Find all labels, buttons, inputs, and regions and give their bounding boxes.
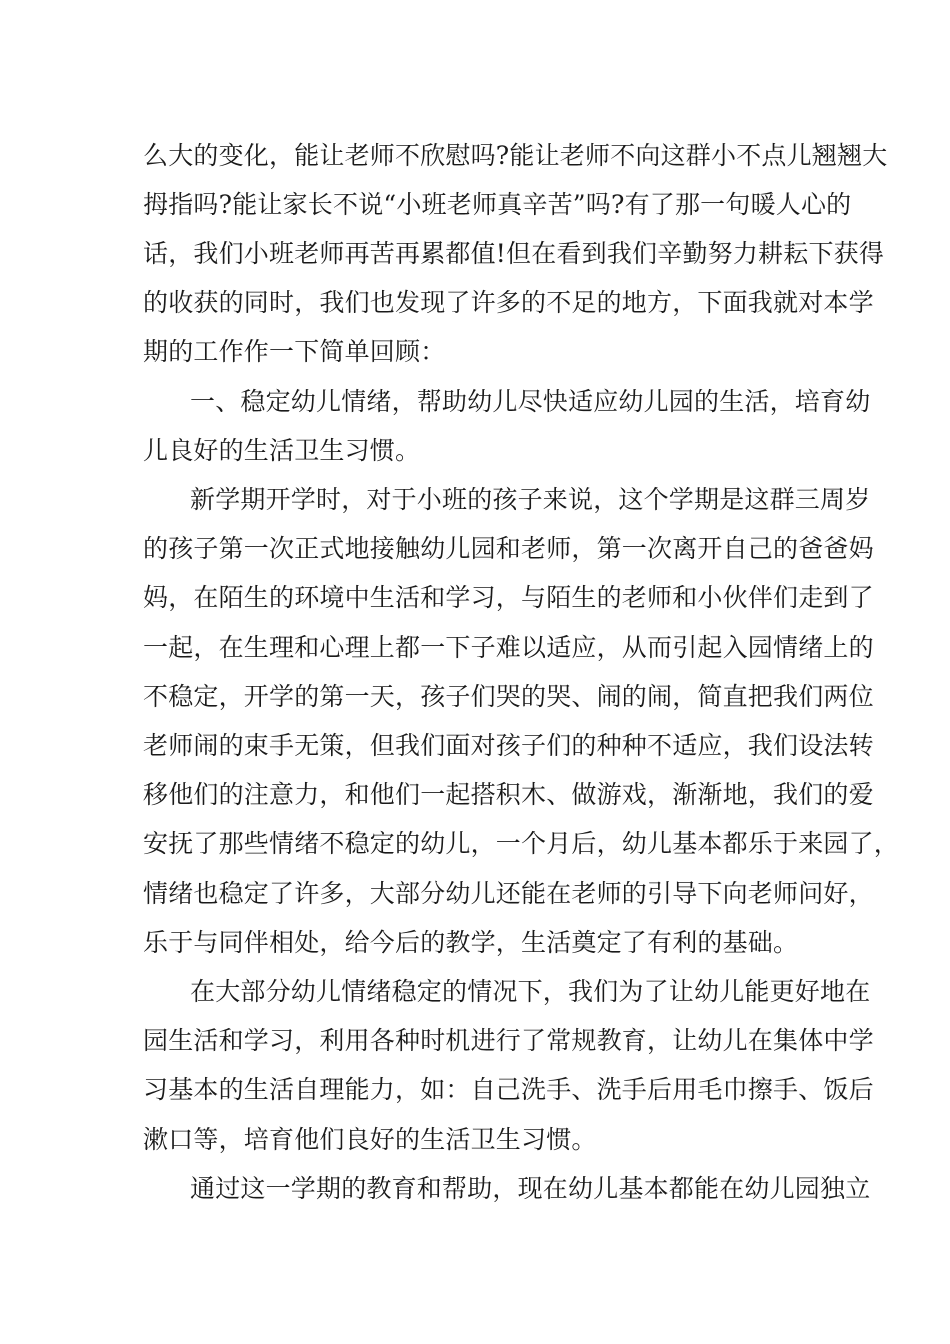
text-line: 情绪也稳定了许多，大部分幼儿还能在老师的引导下向老师问好， (143, 879, 874, 908)
text-line: 乐于与同伴相处，给今后的教学，生活奠定了有利的基础。 (143, 928, 799, 957)
text-line: 的孩子第一次正式地接触幼儿园和老师，第一次离开自己的爸爸妈 (143, 534, 874, 563)
text-line: 不稳定，开学的第一天，孩子们哭的哭、闹的闹，简直把我们两位 (143, 682, 874, 711)
text-line: 妈，在陌生的环境中生活和学习，与陌生的老师和小伙伴们走到了 (143, 583, 874, 612)
text-line: 习基本的生活自理能力，如：自己洗手、洗手后用毛巾擦手、饭后 (143, 1075, 874, 1104)
text-line: 移他们的注意力，和他们一起搭积木、做游戏，渐渐地，我们的爱 (143, 780, 874, 809)
text-line: 的收获的同时，我们也发现了许多的不足的地方，下面我就对本学 (143, 288, 874, 317)
text-line: 园生活和学习，利用各种时机进行了常规教育，让幼儿在集体中学 (143, 1026, 874, 1055)
text-line: 一起，在生理和心理上都一下子难以适应，从而引起入园情绪上的 (143, 633, 874, 662)
text-line: 期的工作作一下简单回顾： (143, 337, 446, 366)
text-line: 老师闹的束手无策，但我们面对孩子们的种种不适应，我们设法转 (143, 731, 874, 760)
section-heading-line: 儿良好的生活卫生习惯。 (143, 436, 421, 465)
text-line: 话，我们小班老师再苦再累都值!但在看到我们辛勤努力耕耘下获得 (143, 239, 885, 268)
paragraph-first-line: 新学期开学时，对于小班的孩子来说，这个学期是这群三周岁 (190, 485, 871, 514)
text-line: 么大的变化，能让老师不欣慰吗?能让老师不向这群小不点儿翘翘大 (143, 141, 888, 170)
section-heading-line: 一、稳定幼儿情绪，帮助幼儿尽快适应幼儿园的生活，培育幼 (190, 387, 871, 416)
paragraph-first-line: 在大部分幼儿情绪稳定的情况下，我们为了让幼儿能更好地在 (190, 977, 871, 1006)
paragraph-first-line: 通过这一学期的教育和帮助，现在幼儿基本都能在幼儿园独立 (190, 1174, 871, 1203)
text-line: 拇指吗?能让家长不说“小班老师真辛苦”吗?有了那一句暖人心的 (143, 190, 852, 219)
text-line: 安抚了那些情绪不稳定的幼儿，一个月后，幼儿基本都乐于来园了， (143, 829, 900, 858)
text-line: 漱口等，培育他们良好的生活卫生习惯。 (143, 1125, 597, 1154)
